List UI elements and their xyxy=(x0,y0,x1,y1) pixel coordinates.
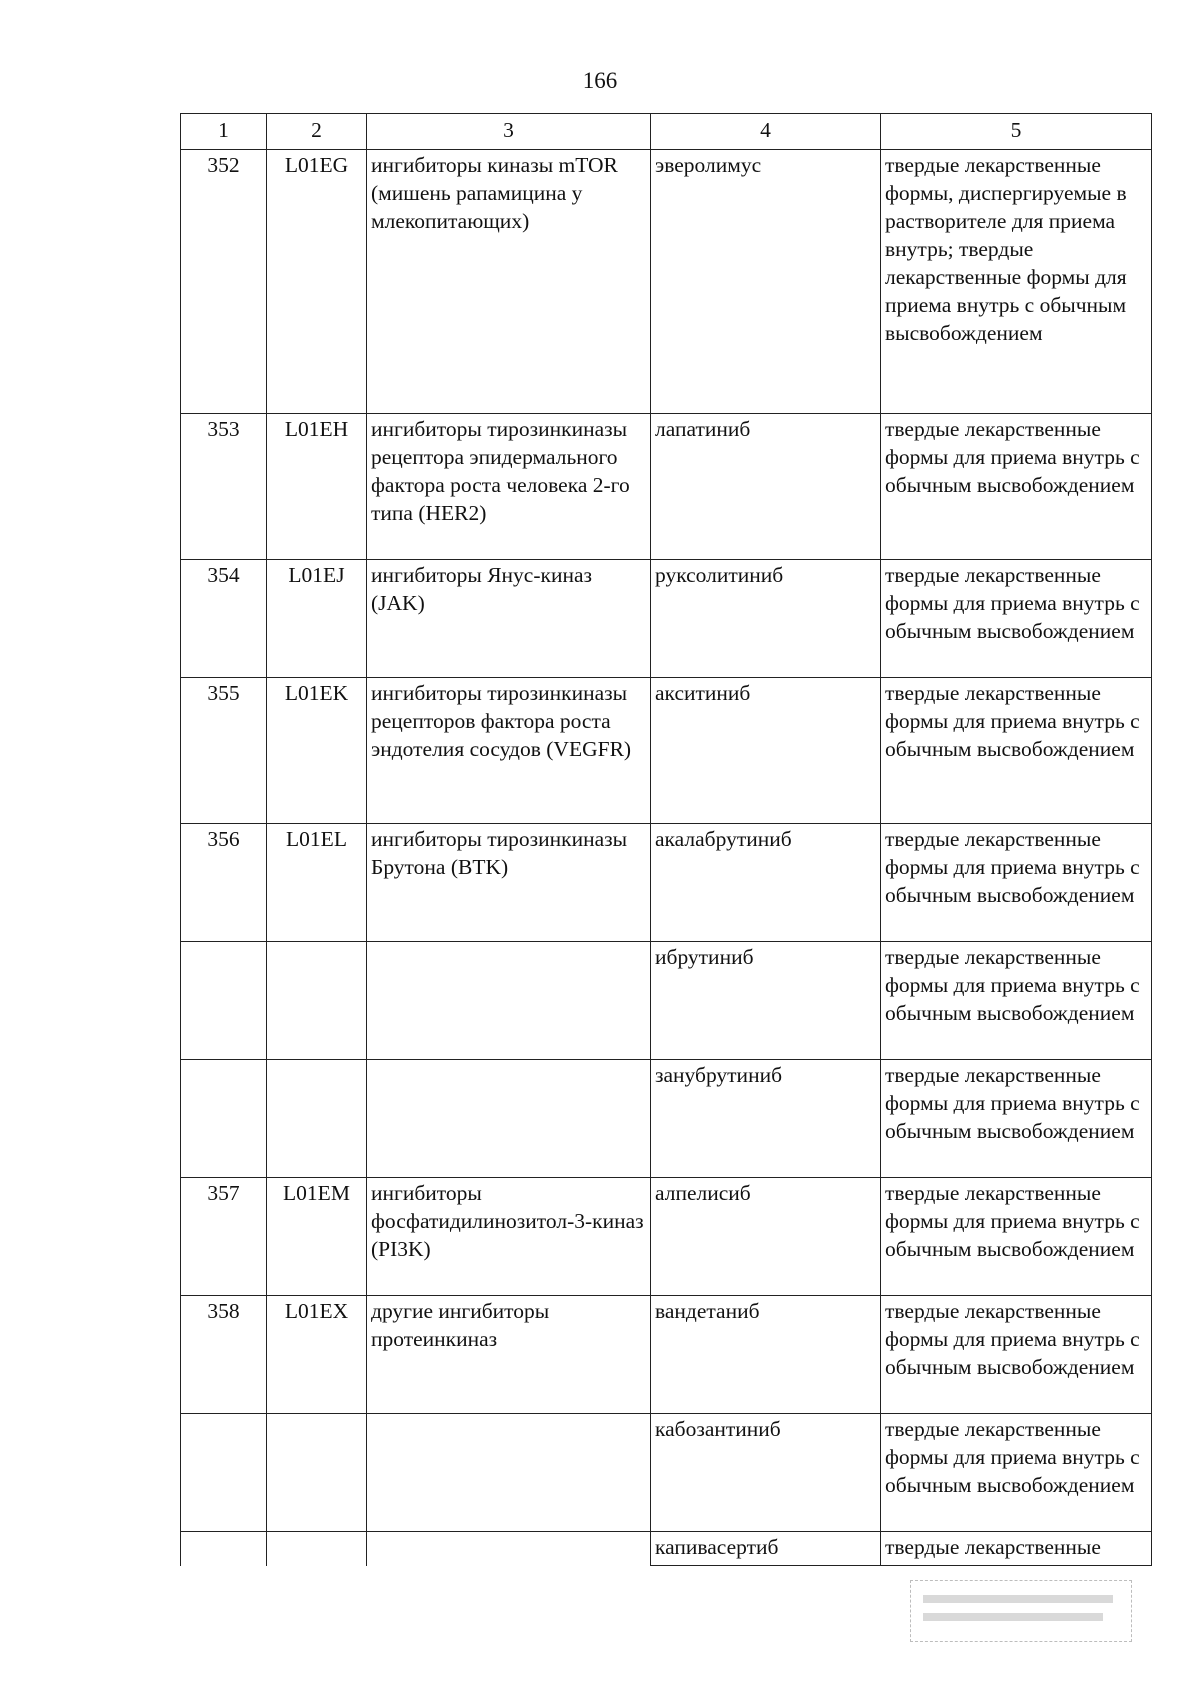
atc-code: L01EG xyxy=(267,150,367,414)
table-row xyxy=(181,560,1152,678)
header-col-2: 2 xyxy=(267,114,367,150)
row-number: 353 xyxy=(181,414,267,560)
row-number xyxy=(181,1414,267,1532)
row-number: 356 xyxy=(181,824,267,942)
drug-name: алпелисиб xyxy=(651,1178,881,1296)
group-name xyxy=(367,942,651,1060)
row-number: 354 xyxy=(181,560,267,678)
stamp-line xyxy=(923,1595,1113,1603)
group-name: ингибиторы фосфатидилинозитол-3-киназ (PI3K) xyxy=(367,1178,651,1296)
drug-name: эверолимус xyxy=(651,150,881,414)
group-name xyxy=(367,1532,651,1566)
table-row xyxy=(181,942,1152,1060)
row-number xyxy=(181,942,267,1060)
header-col-4: 4 xyxy=(651,114,881,150)
atc-code xyxy=(267,942,367,1060)
group-name: ингибиторы Янус-киназ (JAK) xyxy=(367,560,651,678)
page-number: 166 xyxy=(582,68,618,93)
atc-code: L01EJ xyxy=(267,560,367,678)
group-name xyxy=(367,1414,651,1532)
row-number: 357 xyxy=(181,1178,267,1296)
header-col-3: 3 xyxy=(367,114,651,150)
atc-code: L01EH xyxy=(267,414,367,560)
dosage-form: твердые лекарственные формы для приема внутрь с обычным высвобождением xyxy=(881,678,1152,824)
row-number xyxy=(181,1532,267,1566)
dosage-form: твердые лекарственные формы, диспергируемые в растворителе для приема внутрь; твердые лекарственные формы для приема внутрь с обычным высвобождением xyxy=(881,150,1152,414)
dosage-form: твердые лекарственные формы для приема внутрь с обычным высвобождением xyxy=(881,824,1152,942)
table-header-row xyxy=(181,114,1152,150)
drug-name: ибрутиниб xyxy=(651,942,881,1060)
table-row xyxy=(181,1178,1152,1296)
group-name: ингибиторы тирозинкиназы рецептора эпидермального фактора роста человека 2-го типа (HER2) xyxy=(367,414,651,560)
atc-code: L01EM xyxy=(267,1178,367,1296)
faint-stamp xyxy=(910,1580,1132,1642)
header-col-1: 1 xyxy=(181,114,267,150)
row-number: 358 xyxy=(181,1296,267,1414)
table-row xyxy=(181,824,1152,942)
row-number: 352 xyxy=(181,150,267,414)
group-name xyxy=(367,1060,651,1178)
dosage-form: твердые лекарственные формы для приема внутрь с обычным высвобождением xyxy=(881,1414,1152,1532)
drug-name: акситиниб xyxy=(651,678,881,824)
dosage-form: твердые лекарственные формы для приема внутрь с обычным высвобождением xyxy=(881,942,1152,1060)
row-number: 355 xyxy=(181,678,267,824)
atc-code xyxy=(267,1532,367,1566)
group-name: другие ингибиторы протеинкиназ xyxy=(367,1296,651,1414)
header-col-5: 5 xyxy=(881,114,1152,150)
atc-code: L01EK xyxy=(267,678,367,824)
atc-code: L01EL xyxy=(267,824,367,942)
table-row xyxy=(181,1532,1152,1566)
atc-code xyxy=(267,1060,367,1178)
dosage-form: твердые лекарственные формы для приема внутрь с обычным высвобождением xyxy=(881,414,1152,560)
stamp-line xyxy=(923,1613,1103,1621)
dosage-form: твердые лекарственные формы для приема внутрь с обычным высвобождением xyxy=(881,560,1152,678)
table-row xyxy=(181,1060,1152,1178)
table-row xyxy=(181,1296,1152,1414)
dosage-form: твердые лекарственные xyxy=(881,1532,1152,1566)
drug-name: акалабрутиниб xyxy=(651,824,881,942)
atc-code: L01EX xyxy=(267,1296,367,1414)
dosage-form: твердые лекарственные формы для приема внутрь с обычным высвобождением xyxy=(881,1178,1152,1296)
atc-code xyxy=(267,1414,367,1532)
medication-table xyxy=(180,113,1152,1566)
drug-name: лапатиниб xyxy=(651,414,881,560)
row-number xyxy=(181,1060,267,1178)
table-row xyxy=(181,678,1152,824)
table-row xyxy=(181,150,1152,414)
drug-name: кабозантиниб xyxy=(651,1414,881,1532)
table-row xyxy=(181,414,1152,560)
table-row xyxy=(181,1414,1152,1532)
group-name: ингибиторы тирозинкиназы Брутона (BTK) xyxy=(367,824,651,942)
group-name: ингибиторы тирозинкиназы рецепторов фактора роста эндотелия сосудов (VEGFR) xyxy=(367,678,651,824)
group-name: ингибиторы киназы mTOR (мишень рапамицина у млекопитающих) xyxy=(367,150,651,414)
drug-name: капивасертиб xyxy=(651,1532,881,1566)
drug-name: руксолитиниб xyxy=(651,560,881,678)
drug-name: занубрутиниб xyxy=(651,1060,881,1178)
drug-name: вандетаниб xyxy=(651,1296,881,1414)
dosage-form: твердые лекарственные формы для приема внутрь с обычным высвобождением xyxy=(881,1060,1152,1178)
dosage-form: твердые лекарственные формы для приема внутрь с обычным высвобождением xyxy=(881,1296,1152,1414)
